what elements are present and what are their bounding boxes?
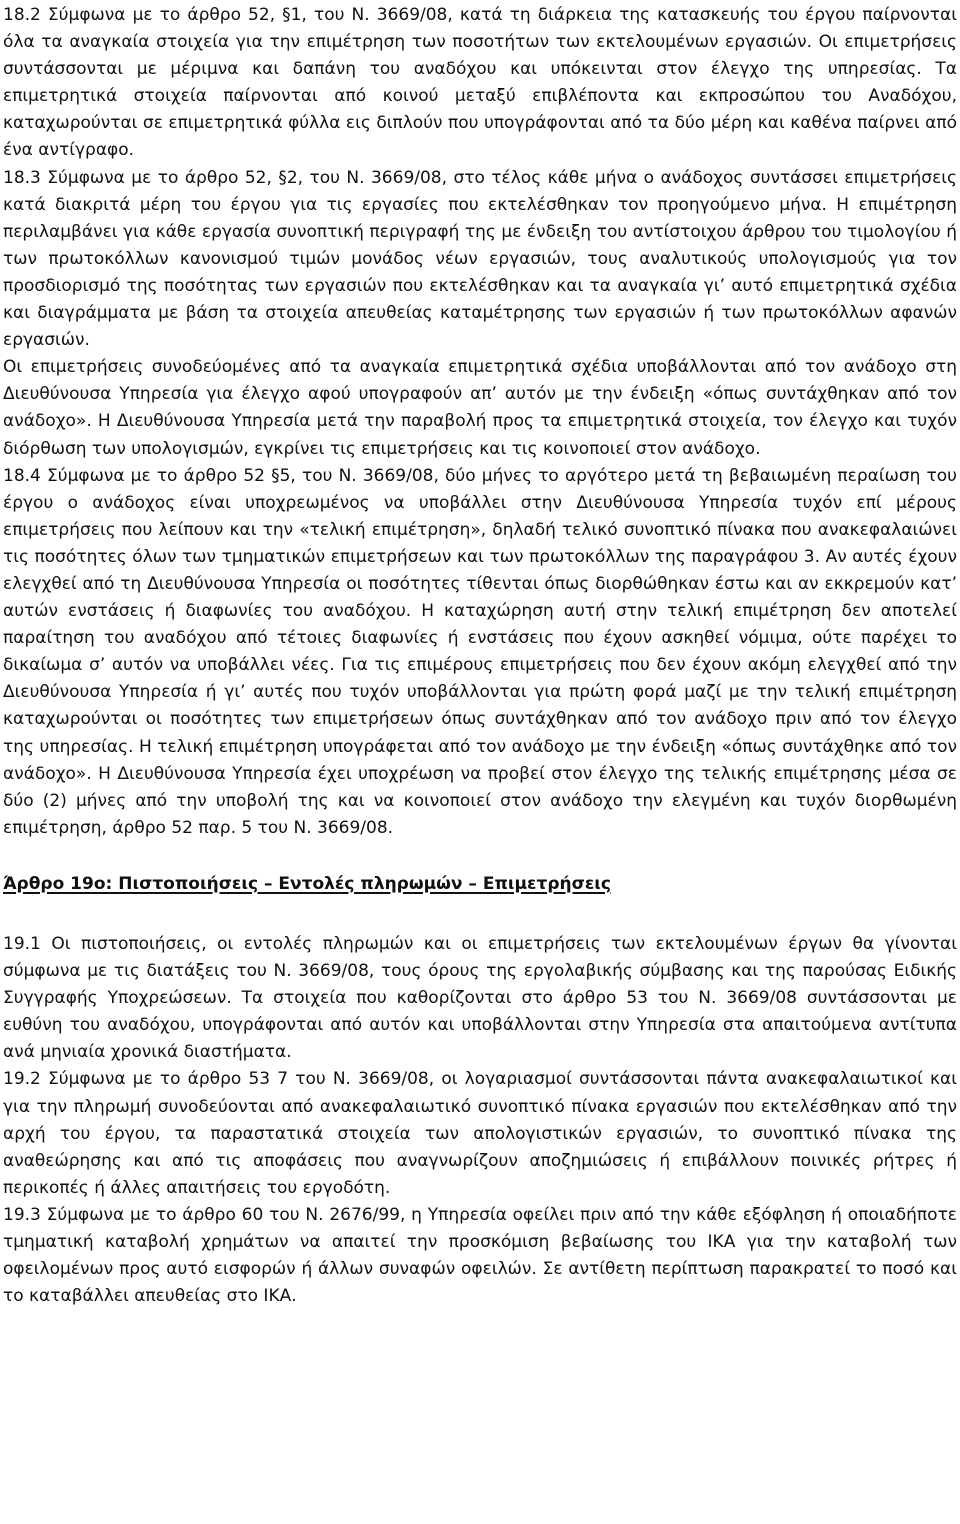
paragraph-18-3-submission: Οι επιμετρήσεις συνοδεύομένες από τα αναγκαία επιμετρητικά σχέδια υποβάλλονται από τον ανάδοχο στη Διευθύνουσα Υπηρεσία για έλεγχο αφού υπογραφούν απ’ αυτόν με την ένδειξη «όπως συντάχθηκαν από τον ανάδοχο». Η Διευθύνουσα Υπηρεσία μετά την παραβολή προς τα επιμετρητικά στοιχεία, τον έλεγχο και τυχόν διόρθωση των υπολογισμών, εγκρίνει τις επιμετρήσεις και τις κοινοποιεί στον ανάδοχο.: [3, 357, 957, 459]
paragraph-19-1: 19.1 Οι πιστοποιήσεις, οι εντολές πληρωμών και οι επιμετρήσεις των εκτελουμένων έργων θα γίνονται σύμφωνα με τις διατάξεις του Ν. 3669/08, τους όρους της εργολαβικής σύμβασης και της παρούσας Ειδικής Συγγραφής Υποχρεώσεων. Τα στοιχεία που καθορίζονται στο άρθρο 53 του Ν. 3669/08 συντάσσονται με ευθύνη του αναδόχου, υπογράφονται από αυτόν και υποβάλλονται στην Υπηρεσία στα απαιτούμενα αντίτυπα ανά μηνιαία χρονικά διαστήματα.: [3, 934, 957, 1063]
paragraph-19-2: 19.2 Σύμφωνα με το άρθρο 53 7 του Ν. 3669/08, οι λογαριασμοί συντάσσονται πάντα ανακεφαλαιωτικοί και για την πληρωμή συνοδεύονται από ανακεφαλαιωτικό συνοπτικό πίνακα εργασιών που εκτελέσθηκαν από την αρχή του έργου, τα παραστατικά στοιχεία των απολογιστικών εργασιών, το συνοπτικό πίνακα της αναθεώρησης και από τις αποφάσεις που αναγνωρίζουν αποζημιώσεις ή επιβάλλουν ποινικές ρήτρες ή περικοπές ή άλλες απαιτήσεις του εργοδότη.: [3, 1069, 957, 1198]
article-heading-block: [3, 871, 957, 898]
paragraph-18-4: 18.4 Σύμφωνα με το άρθρο 52 §5, του Ν. 3669/08, δύο μήνες το αργότερο μετά τη βεβαιωμένη περαίωση του έργου ο ανάδοχος είναι υποχρεωμένος να υποβάλλει στην Διευθύνουσα Υπηρεσία τυχόν επί μέρους επιμετρήσεις που λείπουν και την «τελική επιμέτρηση», δηλαδή τελικό συνοπτικό πίνακα που ανακεφαλαιώνει τις ποσότητες όλων των τμηματικών επιμετρήσεων και των πρωτοκόλλων της παραγράφου 3. Αν αυτές έχουν ελεγχθεί από τη Διευθύνουσα Υπηρεσία οι ποσότητες τίθενται όπως διορθώθηκαν έστω και αν εκκρεμούν κατ’ αυτών ενστάσεις ή διαφωνίες του αναδόχου. Η καταχώρηση αυτή στην τελική επιμέτρηση δεν αποτελεί παραίτηση του αναδόχου από τέτοιες διαφωνίες ή ενστάσεις που έχουν ασκηθεί νόμιμα, ούτε παρέχει το δικαίωμα σ’ αυτόν να υποβάλλει νέες. Για τις επιμέρους επιμετρήσεις που δεν έχουν ακόμη ελεγχθεί από την Διευθύνουσα Υπηρεσία ή γι’ αυτές που τυχόν υποβάλλονται για πρώτη φορά μαζί με την τελική επιμέτρηση καταχωρούνται οι ποσότητες των επιμετρήσεων όπως συντάχθηκαν από τον ανάδοχο πριν από τον έλεγχο της υπηρεσίας. Η τελική επιμέτρηση υπογράφεται από τον ανάδοχο με την ένδειξη «όπως συντάχθηκε από τον ανάδοχο». Η Διευθύνουσα Υπηρεσία έχει υποχρέωση να προβεί στον έλεγχο της τελικής επιμέτρησης μέσα σε δύο (2) μήνες από την υποβολή της και να κοινοποιεί στον ανάδοχο την ελεγμένη και τυχόν διορθωμένη επιμέτρηση, άρθρο 52 παρ. 5 του Ν. 3669/08.: [3, 465, 957, 838]
paragraph-19-3: 19.3 Σύμφωνα με το άρθρο 60 του Ν. 2676/99, η Υπηρεσία οφείλει πριν από την κάθε εξόφληση ή οποιαδήποτε τμηματική καταβολή χρημάτων να απαιτεί την προσκόμιση βεβαίωσης του ΙΚΑ για την καταβολή των οφειλομένων προς αυτό εισφορών ή άλλων συναφών οφειλών. Σε αντίθετη περίπτωση παρακρατεί το ποσό και το καταβάλλει απευθείας στο ΙΚΑ.: [3, 1204, 957, 1307]
paragraph-18-2: 18.2 Σύμφωνα με το άρθρο 52, §1, του Ν. 3669/08, κατά τη διάρκεια της κατασκευής του έργου παίρνονται όλα τα αναγκαία στοιχεία για την επιμέτρηση των ποσοτήτων των εκτελουμένων εργασιών. Οι επιμετρήσεις συντάσσονται με μέριμνα και δαπάνη του αναδόχου και υπόκεινται στον έλεγχο της υπηρεσίας. Τα επιμετρητικά στοιχεία παίρνονται από κοινού μεταξύ επιβλέποντα και εκπροσώπου του Αναδόχου, καταχωρούνται σε επιμετρητικά φύλλα εις διπλούν που υπογράφονται από τα δύο μέρη και καθένα παίρνει από ένα αντίγραφο.: [3, 5, 957, 161]
paragraph-18-3: 18.3 Σύμφωνα με το άρθρο 52, §2, του Ν. 3669/08, στο τέλος κάθε μήνα ο ανάδοχος συντάσσει επιμετρήσεις κατά διακριτά μέρη του έργου για τις εργασίες που εκτελέσθηκαν τον προηγούμενο μήνα. Η επιμέτρηση περιλαμβάνει για κάθε εργασία συνοπτική περιγραφή της με ένδειξη του αντίστοιχου άρθρου του τιμολογίου ή των πρωτοκόλλων κανονισμού τιμών μονάδος νέων εργασιών, τους αναλυτικούς υπολογισμούς για τον προσδιορισμό της ποσότητας των εργασιών που εκτελέσθηκαν και τα αναγκαία γι’ αυτό επιμετρητικά σχέδια και διαγράμματα με βάση τα στοιχεία απευθείας καταμέτρησης των εργασιών ή των πρωτοκόλλων αφανών εργασιών.: [3, 167, 957, 351]
article-heading: Άρθρο 19ο: Πιστοποιήσεις – Εντολές πληρωμών – Επιμετρήσεις: [3, 873, 612, 894]
